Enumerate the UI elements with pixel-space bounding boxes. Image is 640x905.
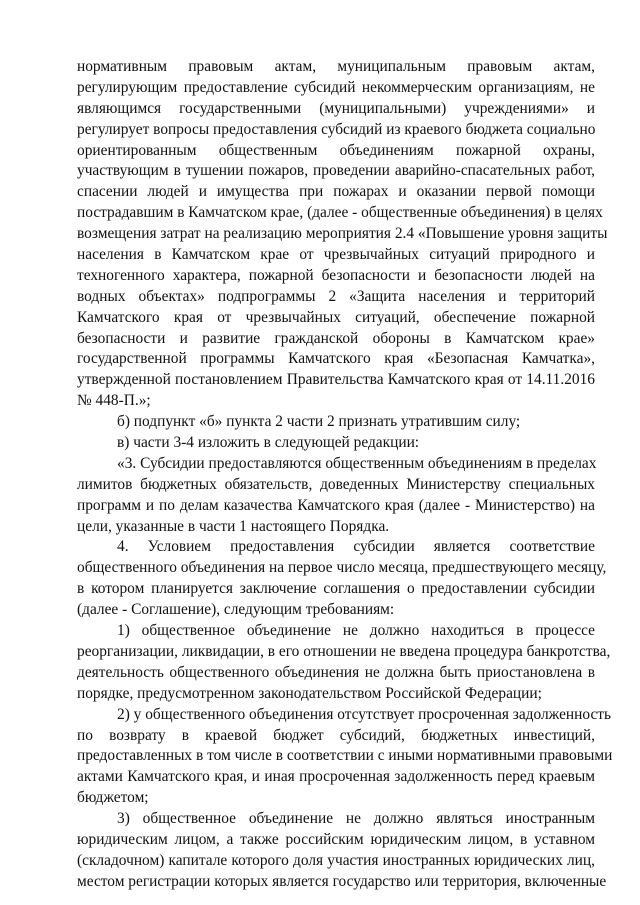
text-line: возмещения затрат на реализацию мероприятия 2.4 «Повышение уровня защиты <box>77 225 608 243</box>
text-line: безопасности и развитие гражданской обороны в Камчатском крае» <box>77 329 595 347</box>
text-line: населения в Камчатском крае от чрезвычайных ситуаций природного и <box>77 246 595 264</box>
text-line: 3) общественное объединение не должно являться иностранным <box>117 810 595 828</box>
text-line: водных объектах» подпрограммы 2 «Защита населения и территорий <box>77 287 595 305</box>
text-line: № 448-П.»; <box>77 392 151 410</box>
text-line: «3. Субсидии предоставляются общественным объединениям в пределах <box>117 454 597 472</box>
text-line: в) части 3-4 изложить в следующей редакции: <box>117 434 420 452</box>
text-line: предоставленных в том числе в соответствии с иными нормативными правовыми <box>77 747 613 765</box>
text-line: регулирует вопросы предоставления субсидий из краевого бюджета социально <box>77 120 596 138</box>
text-line: 2) у общественного объединения отсутствует просроченная задолженность <box>117 705 612 723</box>
text-line: лимитов бюджетных обязательств, доведенных Министерству специальных <box>77 475 595 493</box>
text-line: реорганизации, ликвидации, в его отношении не введена процедура банкротства, <box>77 642 611 660</box>
text-line: (далее - Соглашение), следующим требованиям: <box>77 601 395 619</box>
text-line: регулирующим предоставление субсидий некоммерческим организациям, не <box>77 78 595 96</box>
text-line: участвующим в тушении пожаров, проведении аварийно-спасательных работ, <box>77 162 595 180</box>
text-line: являющимся государственными (муниципальными) учреждениями» и <box>77 99 595 117</box>
text-line: юридическим лицом, а также российским юридическим лицом, в уставном <box>77 830 595 848</box>
text-line: б) подпункт «б» пункта 2 части 2 признать утратившим силу; <box>117 413 521 431</box>
text-line: ориентированным общественным объединениям пожарной охраны, <box>77 141 595 159</box>
text-line: утвержденной постановлением Правительства Камчатского края от 14.11.2016 <box>77 371 595 389</box>
text-line: спасении людей и имущества при пожарах и оказании первой помощи <box>77 183 595 201</box>
text-line: программ и по делам казачества Камчатского края (далее - Министерство) на <box>77 496 595 514</box>
text-line: деятельность общественного объединения не должна быть приостановлена в <box>77 663 595 681</box>
text-line: в котором планируется заключение соглашения о предоставлении субсидии <box>77 580 595 598</box>
text-line: общественного объединения на первое число месяца, предшествующего месяцу, <box>77 559 607 577</box>
text-line: Камчатского края от чрезвычайных ситуаций, обеспечение пожарной <box>77 308 595 326</box>
text-line: 4. Условием предоставления субсидии является соответствие <box>117 538 595 556</box>
text-line: по возврату в краевой бюджет субсидий, бюджетных инвестиций, <box>77 726 595 744</box>
text-line: пострадавшим в Камчатском крае, (далее - общественные объединения) в целях <box>77 204 603 222</box>
text-line: порядке, предусмотренном законодательством Российской Федерации; <box>77 684 542 702</box>
document-body <box>77 57 613 893</box>
text-line: 1) общественное объединение не должно находиться в процессе <box>117 622 595 640</box>
text-line: бюджетом; <box>77 789 149 807</box>
text-line: (складочном) капитале которого доля участия иностранных юридических лиц, <box>77 851 595 869</box>
text-line: нормативным правовым актам, муниципальным правовым актам, <box>77 58 595 75</box>
text-line: местом регистрации которых является государство или территория, включенные <box>77 872 607 890</box>
text-line: цели, указанные в части 1 настоящего Порядка. <box>77 517 390 535</box>
text-line: актами Камчатского края, и иная просроченная задолженность перед краевым <box>77 768 595 786</box>
text-line: государственной программы Камчатского края «Безопасная Камчатка», <box>77 350 595 368</box>
text-line: техногенного характера, пожарной безопасности и безопасности людей на <box>77 266 595 284</box>
